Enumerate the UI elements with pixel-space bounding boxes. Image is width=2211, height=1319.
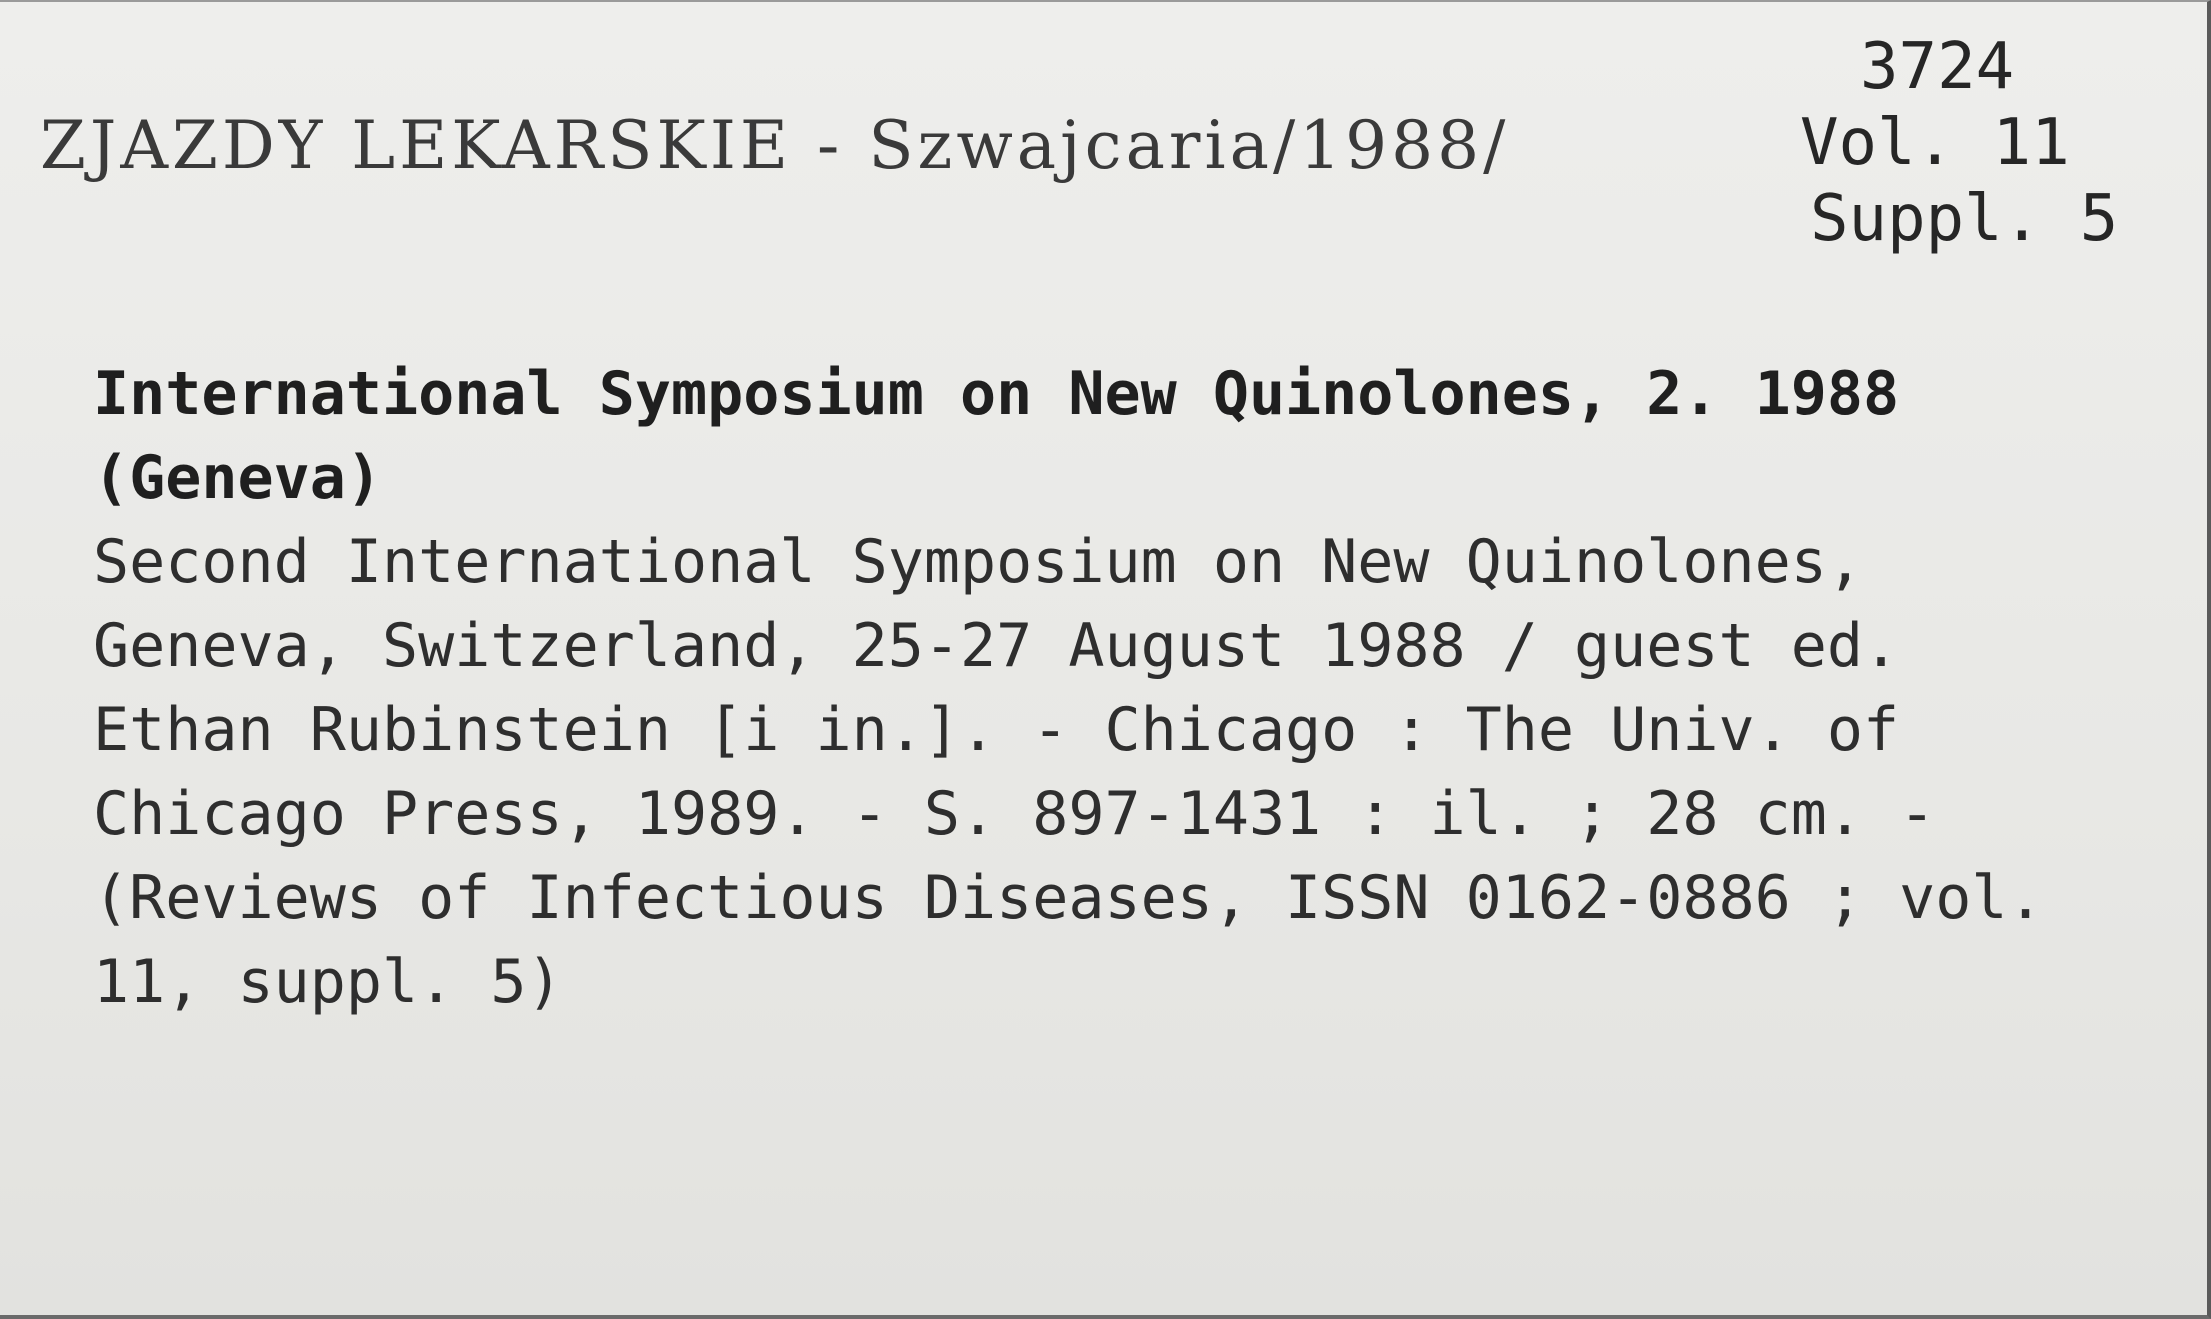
subject-heading: ZJAZDY LEKARSKIE - Szwajcaria/1988/ <box>40 107 1510 184</box>
entry-description-line: (Reviews of Infectious Diseases, ISSN 0162-0886 ; vol. <box>93 863 2044 933</box>
entry-description-line: Geneva, Switzerland, 25-27 August 1988 / guest ed. <box>93 611 1900 681</box>
call-number-supplement: Suppl. 5 <box>1810 182 2119 256</box>
entry-text <box>93 352 2183 1024</box>
call-number-id: 3724 <box>1860 30 2015 104</box>
entry-title-line: International Symposium on New Quinolones, 2. 1988 <box>93 359 1900 429</box>
entry-description-line: Second International Symposium on New Quinolones, <box>93 527 1864 597</box>
entry-description-line: Chicago Press, 1989. - S. 897-1431 : il. ; 28 cm. - <box>93 779 1936 849</box>
call-number-volume: Vol. 11 <box>1800 106 2070 180</box>
entry-description-line: 11, suppl. 5) <box>93 947 563 1017</box>
entry-title-line: (Geneva) <box>93 443 382 513</box>
call-number <box>1800 30 2140 258</box>
entry-description-line: Ethan Rubinstein [i in.]. - Chicago : The Univ. of <box>93 695 1900 765</box>
